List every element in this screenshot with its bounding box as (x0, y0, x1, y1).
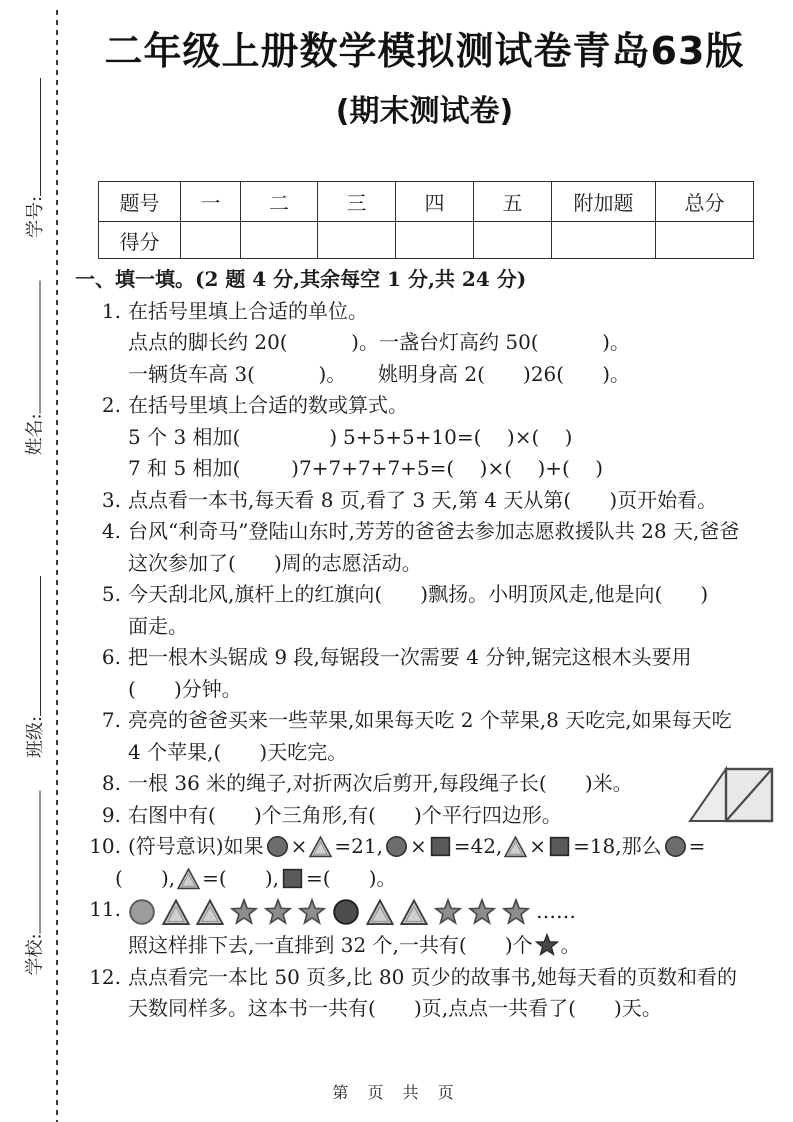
question-1 (75, 296, 771, 391)
student-id-label: 学号: (25, 195, 46, 238)
margin-field-class (21, 576, 45, 758)
score-table (98, 181, 754, 259)
class-label: 班级: (25, 715, 46, 758)
question-8 (75, 768, 771, 800)
score-header-cell: 五 (474, 182, 552, 222)
blank-item: 一盏台灯高约 50( )。 (379, 330, 630, 354)
blank-item: 7+7+7+7+5=( )×( )+( ) (299, 456, 604, 480)
triangle-square-figure (688, 762, 774, 824)
question-line (128, 359, 771, 391)
section-heading: 一、填一填。(2 题 4 分,其余每空 1 分,共 24 分) (75, 267, 527, 291)
question-line: 天数同样多。这本书一共有( )页,点点一共看了( )天。 (128, 996, 662, 1020)
question-line: 今天刮北风,旗杆上的红旗向( )飘扬。小明顶风走,他是向( ) (128, 582, 709, 606)
triangle-shape-icon (196, 898, 224, 926)
question-line: 在括号里填上合适的单位。 (128, 298, 368, 323)
question-number: 5. (101, 582, 121, 606)
question-number: 2. (101, 393, 121, 417)
score-cell (656, 222, 754, 259)
triangle-shape-icon (177, 867, 200, 890)
question-line: ( )分钟。 (128, 676, 242, 701)
question-line: 点点看完一本比 50 页多,比 80 页少的故事书,她每天看的页数和看的 (128, 964, 738, 989)
score-cell (474, 222, 552, 259)
question-line: ( ), =( ), =( )。 (115, 865, 397, 890)
question-11 (75, 894, 771, 962)
question-number: 11. (89, 897, 121, 921)
score-header-cell: 附加题 (552, 182, 656, 222)
class-blank-line (26, 576, 41, 716)
margin-field-name (21, 281, 45, 456)
question-number: 8. (101, 771, 121, 795)
blank-item: 5+5+5+10=( )×( ) (343, 424, 573, 449)
score-header-cell: 题号 (99, 182, 181, 222)
question-5 (75, 579, 771, 642)
questions-section (75, 264, 771, 1025)
score-cell (241, 222, 318, 259)
star-shape-icon (434, 898, 462, 926)
page-subtitle: (期末测试卷) (335, 94, 514, 129)
score-header-cell: 四 (396, 182, 474, 222)
question-7 (75, 705, 771, 768)
circle-shape-icon (266, 835, 289, 858)
question-line (128, 422, 771, 454)
question-2 (75, 390, 771, 485)
star-shape-icon (230, 898, 258, 926)
question-number: 10. (89, 834, 121, 858)
question-line (128, 453, 771, 485)
star-shape-icon (264, 898, 292, 926)
school-label: 学校: (24, 933, 46, 976)
page-title: 二年级上册数学模拟测试卷青岛63版 (104, 29, 745, 73)
question-3 (75, 485, 771, 517)
question-number: 12. (89, 964, 121, 989)
question-number: 4. (101, 519, 121, 543)
triangle-shape-icon (366, 898, 394, 926)
star-shape-icon (468, 898, 496, 926)
question-9-figure (688, 762, 774, 828)
margin-field-student-id (21, 78, 45, 238)
score-cell (181, 222, 241, 259)
square-shape-icon (281, 867, 304, 890)
page-footer: 第 页 共 页 (332, 1083, 461, 1102)
square-shape-icon (429, 835, 452, 858)
blank-item: 一辆货车高 3( )。 (128, 361, 347, 386)
blank-item: 姚明身高 2( )26( )。 (378, 361, 631, 386)
question-number: 9. (101, 802, 121, 827)
question-12 (75, 962, 771, 1025)
triangle-shape-icon (504, 835, 527, 858)
score-header-cell: 三 (318, 182, 396, 222)
question-line: 点点看一本书,每天看 8 页,看了 3 天,第 4 天从第( )页开始看。 (128, 487, 718, 512)
sequence-ellipsis: …… (536, 899, 576, 924)
question-line: 照这样排下去,一直排到 32 个,一共有( )个 。 (128, 933, 581, 957)
student-id-blank-line (26, 78, 41, 196)
question-6 (75, 642, 771, 705)
star-shape-icon (502, 898, 530, 926)
score-cell (396, 222, 474, 259)
margin-field-school (21, 791, 45, 976)
score-header-cell: 总分 (656, 182, 754, 222)
question-number: 6. (101, 645, 121, 669)
triangle-shape-icon (309, 835, 332, 858)
triangle-shape-icon (162, 898, 190, 926)
question-line: 4 个苹果,( )天吃完。 (128, 739, 348, 764)
question-line: (符号意识)如果 × =21, × =42, × =18,那么 = (128, 834, 706, 858)
question-number: 1. (101, 298, 121, 323)
school-blank-line (26, 791, 41, 934)
score-header-cell: 二 (241, 182, 318, 222)
star-dark-shape-icon (535, 933, 559, 957)
question-number: 3. (101, 487, 121, 512)
circle-shape-icon (664, 835, 687, 858)
score-header-cell: 一 (181, 182, 241, 222)
question-line: 台风“利奇马”登陆山东时,芳芳的爸爸去参加志愿救援队共 28 天,爸爸 (128, 519, 740, 543)
question-line: 一根 36 米的绳子,对折两次后剪开,每段绳子长( )米。 (128, 771, 633, 795)
score-cell (318, 222, 396, 259)
circle-light-shape-icon (128, 898, 156, 926)
question-line: 面走。 (128, 613, 188, 638)
question-number: 7. (101, 708, 121, 732)
square-shape-icon (548, 835, 571, 858)
question-4 (75, 516, 771, 579)
question-line: 这次参加了( )周的志愿活动。 (128, 550, 422, 575)
circle-dark-shape-icon (332, 898, 360, 926)
blank-item: 7 和 5 相加( ) (128, 456, 299, 480)
score-cell (552, 222, 656, 259)
shape-sequence (128, 898, 530, 926)
question-line: 把一根木头锯成 9 段,每锯段一次需要 4 分钟,锯完这根木头要用 (128, 645, 692, 669)
name-label: 姓名: (24, 413, 46, 456)
question-10 (75, 831, 771, 894)
question-line: 亮亮的爸爸买来一些苹果,如果每天吃 2 个苹果,8 天吃完,如果每天吃 (128, 708, 732, 732)
score-row-label: 得分 (99, 222, 181, 259)
question-line: 在括号里填上合适的数或算式。 (128, 393, 408, 417)
triangle-shape-icon (400, 898, 428, 926)
blank-item: 5 个 3 相加( ) (128, 424, 338, 449)
question-line: 右图中有( )个三角形,有( )个平行四边形。 (128, 802, 562, 827)
binding-dashed-line (56, 10, 58, 1122)
name-blank-line (26, 281, 41, 414)
blank-item: 点点的脚长约 20( )。 (128, 330, 379, 354)
circle-shape-icon (385, 835, 408, 858)
question-9 (75, 800, 771, 832)
star-shape-icon (298, 898, 326, 926)
question-line (128, 327, 771, 359)
shape-sequence-row (128, 894, 771, 930)
